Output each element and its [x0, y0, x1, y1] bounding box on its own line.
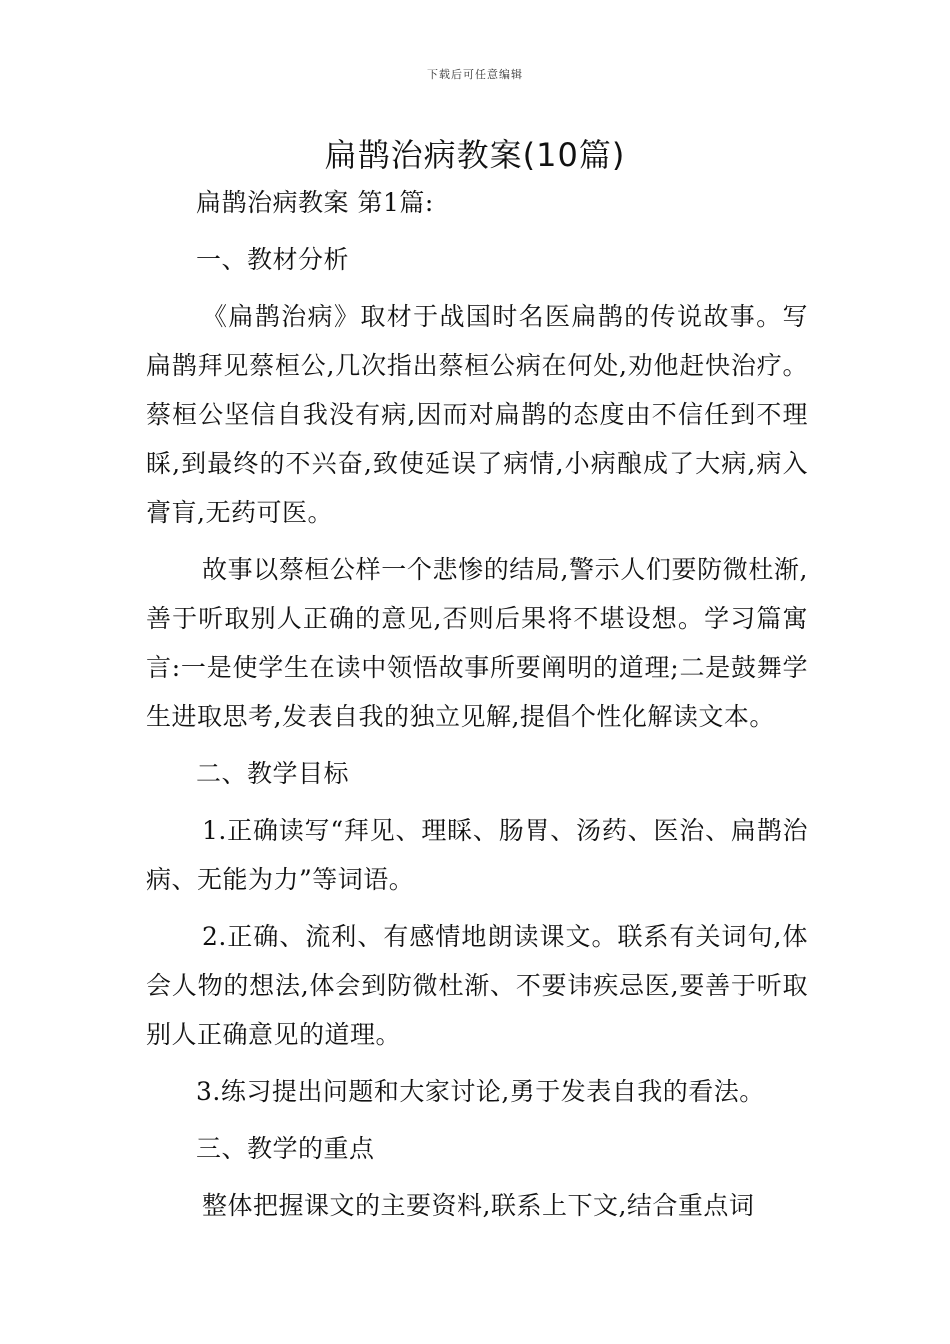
list-item: 2.正确、流利、有感情地朗读课文。联系有关词句,体会人物的想法,体会到防微杜渐、不要讳疾忌医,要善于听取别人正确意见的道理。 — [146, 922, 808, 1049]
list-item: 1.正确读写“拜见、理睬、肠胃、汤药、医治、扁鹊治病、无能为力”等词语。 — [146, 816, 808, 894]
header-note: 下载后可任意编辑 — [427, 68, 523, 81]
heading-3: 三、教学的重点 — [196, 1134, 375, 1163]
heading-2: 二、教学目标 — [196, 759, 350, 788]
paragraph: 《扁鹊治病》取材于战国时名医扁鹊的传说故事。写扁鹊拜见蔡桓公,几次指出蔡桓公病在何处,劝他赶快治疗。蔡桓公坚信自我没有病,因而对扁鹊的态度由不信任到不理睬,到最终的不兴奋,致使延误了病情,小病酿成了大病,病入膏肓,无药可医。 — [146, 302, 808, 527]
heading-1: 一、教材分析 — [196, 245, 350, 274]
list-item: 3.练习提出问题和大家讨论,勇于发表自我的看法。 — [196, 1077, 765, 1106]
document-body — [146, 178, 808, 1230]
section-subtitle: 扁鹊治病教案 第1篇: — [196, 188, 434, 217]
document-title: 扁鹊治病教案(10篇) — [324, 136, 626, 174]
paragraph: 故事以蔡桓公样一个悲惨的结局,警示人们要防微杜渐,善于听取别人正确的意见,否则后果将不堪设想。学习篇寓言:一是使学生在读中领悟故事所要阐明的道理;二是鼓舞学生进取思考,发表自我的独立见解,提倡个性化解读文本。 — [146, 555, 808, 731]
paragraph: 整体把握课文的主要资料,联系上下文,结合重点词 — [202, 1191, 755, 1220]
